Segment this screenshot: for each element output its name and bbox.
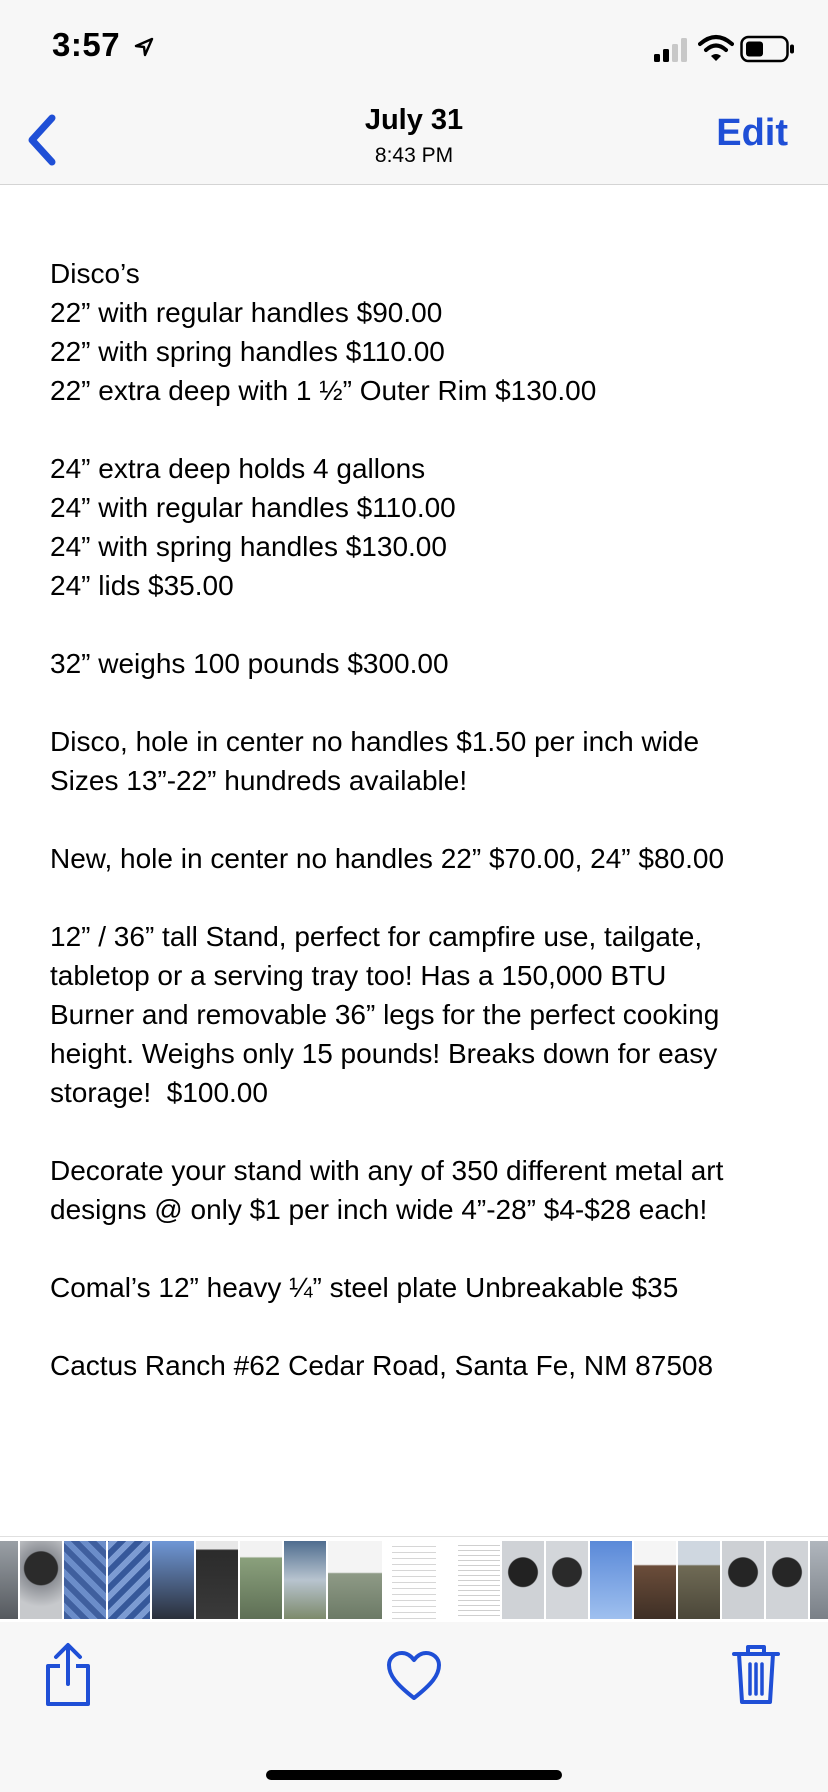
location-arrow-icon xyxy=(134,37,154,57)
note-line xyxy=(50,605,790,644)
note-line: 32” weighs 100 pounds $300.00 xyxy=(50,648,449,679)
thumbnail[interactable] xyxy=(678,1541,720,1619)
thumbnail[interactable] xyxy=(152,1541,194,1619)
thumbnail[interactable] xyxy=(20,1541,62,1619)
battery-icon xyxy=(740,35,796,63)
bottom-toolbar xyxy=(0,1622,828,1792)
thumbnail[interactable] xyxy=(108,1541,150,1619)
note-line: Disco’s xyxy=(50,258,140,289)
thumbnail[interactable] xyxy=(590,1541,632,1619)
thumbnail[interactable] xyxy=(240,1541,282,1619)
note-line xyxy=(50,410,790,449)
cellular-signal-icon xyxy=(652,38,692,62)
thumbnail[interactable] xyxy=(392,1541,436,1619)
note-line: designs @ only $1 per inch wide 4”-28” $4-$28 each! xyxy=(50,1194,708,1225)
note-line: 24” lids $35.00 xyxy=(50,570,234,601)
edit-button[interactable]: Edit xyxy=(716,112,788,154)
note-line: height. Weighs only 15 pounds! Breaks down for easy xyxy=(50,1038,718,1069)
note-image-text xyxy=(50,254,790,1385)
note-line: Decorate your stand with any of 350 different metal art xyxy=(50,1155,724,1186)
thumbnail[interactable] xyxy=(0,1541,18,1619)
note-line: Comal’s 12” heavy ¼” steel plate Unbreakable $35 xyxy=(50,1272,679,1303)
note-line: tabletop or a serving tray too! Has a 150,000 BTU xyxy=(50,960,667,991)
note-line: Disco, hole in center no handles $1.50 per inch wide xyxy=(50,726,700,757)
thumbnail[interactable] xyxy=(810,1541,828,1619)
note-line: Sizes 13”-22” hundreds available! xyxy=(50,765,468,796)
note-line: 24” extra deep holds 4 gallons xyxy=(50,453,426,484)
note-line xyxy=(50,1229,790,1268)
wifi-icon xyxy=(698,34,734,62)
thumbnail[interactable] xyxy=(722,1541,764,1619)
heart-icon[interactable] xyxy=(386,1650,442,1702)
note-line: 22” with regular handles $90.00 xyxy=(50,297,443,328)
trash-icon[interactable] xyxy=(730,1642,782,1706)
share-icon[interactable] xyxy=(42,1642,94,1708)
note-line xyxy=(50,800,790,839)
note-line: 24” with spring handles $130.00 xyxy=(50,531,447,562)
note-line: Burner and removable 36” legs for the perfect cooking xyxy=(50,999,720,1030)
note-line: Cactus Ranch #62 Cedar Road, Santa Fe, NM 87508 xyxy=(50,1350,714,1381)
note-line: 22” extra deep with 1 ½” Outer Rim $130.00 xyxy=(50,375,597,406)
note-line xyxy=(50,1112,790,1151)
note-line xyxy=(50,1307,790,1346)
status-bar xyxy=(0,0,828,96)
thumbnail[interactable] xyxy=(64,1541,106,1619)
note-line: storage! $100.00 xyxy=(50,1077,268,1108)
note-line: 22” with spring handles $110.00 xyxy=(50,336,445,367)
thumbnail[interactable] xyxy=(458,1541,500,1619)
thumbnail[interactable] xyxy=(196,1541,238,1619)
thumbnail[interactable] xyxy=(502,1541,544,1619)
note-line xyxy=(50,683,790,722)
note-line xyxy=(50,878,790,917)
nav-title: July 31 xyxy=(364,104,464,136)
thumbnail[interactable] xyxy=(766,1541,808,1619)
thumbnail-scrubber[interactable] xyxy=(0,1536,828,1623)
thumbnail[interactable] xyxy=(328,1541,382,1619)
thumbnail[interactable] xyxy=(284,1541,326,1619)
note-line: 12” / 36” tall Stand, perfect for campfire use, tailgate, xyxy=(50,921,703,952)
nav-subtitle: 8:43 PM xyxy=(374,144,454,167)
thumbnail[interactable] xyxy=(546,1541,588,1619)
home-indicator[interactable] xyxy=(266,1770,562,1780)
note-line: 24” with regular handles $110.00 xyxy=(50,492,456,523)
note-line: New, hole in center no handles 22” $70.00, 24” $80.00 xyxy=(50,843,725,874)
nav-bar xyxy=(0,96,828,185)
thumbnail[interactable] xyxy=(634,1541,676,1619)
status-time: 3:57 xyxy=(52,26,121,63)
